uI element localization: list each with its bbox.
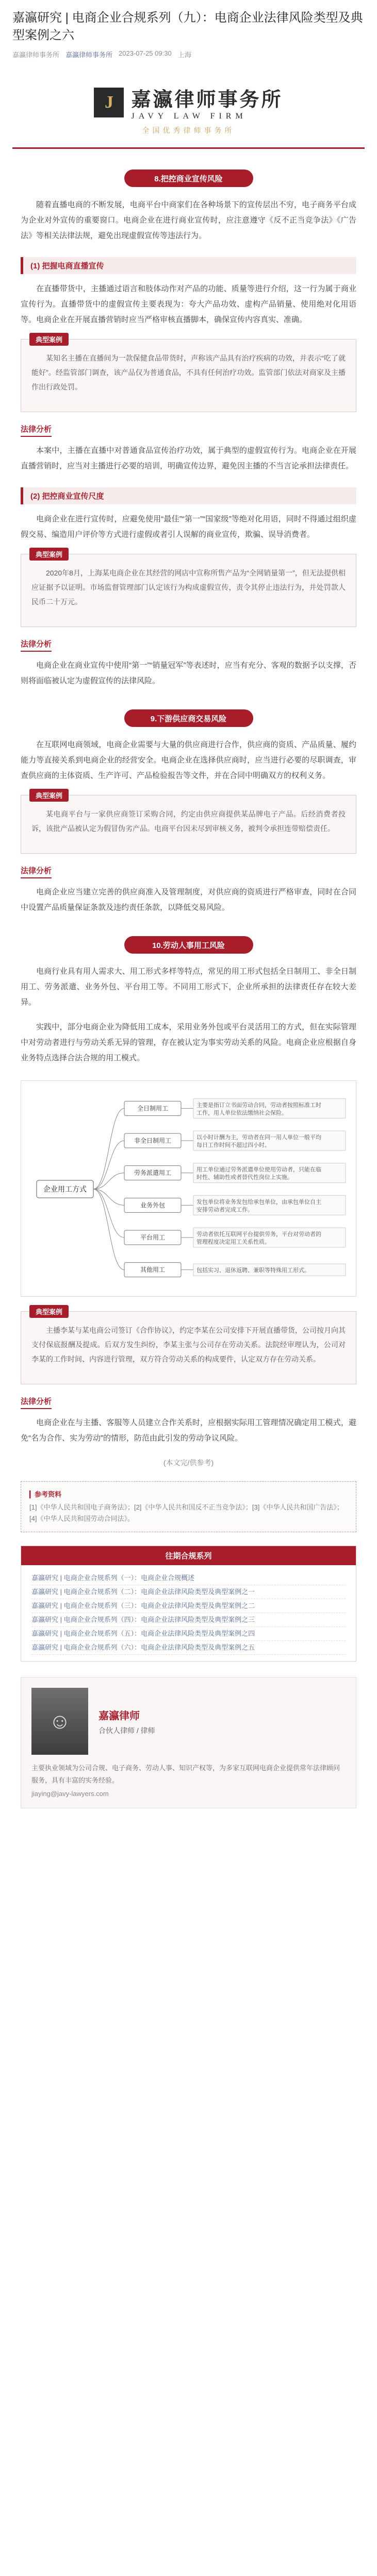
case-text: 某知名主播在直播间为一款保健食品带货时，声称该产品具有治疗疾病的功效，并表示“吃了就能好”。经监管部门调查，该产品仅为普通食品，不具有任何治疗功效。监管部门依法对商家及主播作出行政处罚。 — [31, 354, 346, 391]
case-text: 2020年8月，上海某电商企业在其经营的网店中宣称所售产品为“全网销量第一”，但无法提供相应证据予以证明。市场监督管理部门认定该行为构成虚假宣传，责令其停止违法行为，并处罚款人民币二十万元。 — [31, 569, 346, 606]
comment-text: 电商企业在商业宣传中使用“第一”“销量冠军”等表述时，应当有充分、客观的数据予以支撑，否则将面临被认定为虚假宣传的法律风险。 — [21, 661, 356, 685]
reference-title: ▎参考资料 — [29, 1490, 61, 1498]
mindmap-root-label: 企业用工方式 — [43, 1185, 87, 1194]
mindmap-branch-label: 其他用工 — [140, 1266, 166, 1274]
firm-name-cn: 嘉瀛律师事务所 — [131, 88, 283, 111]
section-heading-10: 10.劳动人事用工风险 — [124, 936, 253, 954]
comment-tag: 法律分析 — [21, 1396, 52, 1409]
series-box — [21, 1546, 356, 1662]
account-link[interactable]: 嘉瀛律师事务所 — [65, 51, 113, 59]
case-tag: 典型案例 — [29, 1305, 69, 1318]
case-tag: 典型案例 — [29, 333, 69, 346]
paragraph: 电商行业具有用人需求大、用工形式多样等特点，常见的用工形式包括全日制用工、非全日制用工、劳务派遣、业务外包、平台用工等。不同用工形式下，企业所承担的法律责任存在较大差异。 — [21, 967, 356, 1007]
mindmap-branch-label: 平台用工 — [140, 1234, 166, 1241]
series-link[interactable]: 嘉瀛研究 | 电商企业合规系列（三）：电商企业法律风险类型及典型案例之二 — [31, 1599, 346, 1613]
comment-block — [21, 865, 356, 916]
series-link[interactable]: 嘉瀛研究 | 电商企业合规系列（五）：电商企业法律风险类型及典型案例之四 — [31, 1627, 346, 1641]
mindmap-connector — [93, 1189, 124, 1270]
subsection-heading: (2) 把控商业宣传尺度 — [21, 487, 356, 504]
reference-text: [1]《中华人民共和国电子商务法》；[2]《中华人民共和国反不正当竞争法》；[3]《中华人民共和国广告法》；[4]《中华人民共和国劳动合同法》。 — [29, 1503, 343, 1522]
mindmap-note-text: 工作，用人单位依法缴纳社会保险。 — [196, 1109, 287, 1116]
case-box — [21, 1308, 356, 1384]
mindmap-note-text: 劳动者依托互联网平台提供劳务，平台对劳动者的 — [196, 1231, 321, 1238]
mindmap-note-text: 管理程度决定用工关系性质。 — [196, 1239, 270, 1245]
series-link[interactable]: 嘉瀛研究 | 电商企业合规系列（六）：电商企业法律风险类型及典型案例之五 — [31, 1641, 346, 1655]
mindmap-note-text: 以小时计酬为主，劳动者在同一用人单位一般平均 — [196, 1134, 321, 1141]
series-list — [21, 1565, 356, 1661]
article-title: 嘉瀛研究 | 电商企业合规系列（九）：电商企业法律风险类型及典型案例之六 — [12, 11, 363, 42]
mindmap-branch-label: 非全日制用工 — [134, 1137, 172, 1144]
reference-block — [21, 1481, 356, 1532]
case-tag: 典型案例 — [29, 548, 69, 561]
publish-date: 2023-07-25 09:30 — [119, 49, 172, 57]
brand-names — [131, 83, 283, 121]
comment-text: 本案中，主播在直播中对普通食品宣传治疗功效，属于典型的虚假宣传行为。电商企业在开展直播营销时，应当对主播进行必要的培训，明确宣传边界，避免因主播的不当言论承担法律责任。 — [21, 446, 356, 470]
author-role: 合伙人律师 / 律师 — [99, 1726, 155, 1735]
paragraph: 随着直播电商的不断发展，电商平台中商家们在各种场景下的宣传层出不穷，电子商务平台成为企业对外宣传的重要窗口。电商企业在进行商业宣传时，应注意遵守《反不正当竞争法》《广告法》等相关法律法规，避免出现虚假宣传等违法行为。 — [21, 200, 356, 240]
employment-mindmap — [21, 1080, 356, 1297]
mindmap-svg — [21, 1081, 357, 1297]
brand-row — [94, 83, 283, 121]
paragraph: 在直播带货中，主播通过语言和肢体动作对产品的功能、质量等进行介绍，这一行为属于商业宣传行为。直播带货中的虚假宣传主要表现为：夸大产品功效、虚构产品销量、使用绝对化用语等。电商企业在开展直播营销时应当严格审核直播脚本，确保宣传内容真实、准确。 — [21, 284, 356, 324]
paragraph: 实践中，部分电商企业为降低用工成本，采用业务外包或平台灵活用工的方式，但在实际管理中对劳动者进行与劳动关系无异的管理，存在被认定为事实劳动关系的风险。电商企业应根据自身业务特点选择合法合规的用工模式。 — [21, 1023, 356, 1062]
comment-text: 电商企业应当建立完善的供应商准入及管理制度，对供应商的资质进行严格审查，同时在合同中设置产品质量保证条款及违约责任条款，以降低交易风险。 — [21, 888, 356, 912]
case-box — [21, 551, 356, 627]
series-link[interactable]: 嘉瀛研究 | 电商企业合规系列（二）：电商企业法律风险类型及典型案例之一 — [31, 1585, 346, 1599]
section-heading-9: 9.下游供应商交易风险 — [124, 709, 253, 727]
firm-logo-icon: J — [94, 88, 124, 117]
subsection-heading: (1) 把握电商直播宣传 — [21, 257, 356, 274]
comment-block — [21, 1396, 356, 1446]
author-name: 嘉瀛律师 — [99, 1710, 140, 1722]
series-title: 往期合规系列 — [21, 1546, 356, 1565]
case-box — [21, 792, 356, 854]
mindmap-branch-label: 全日制用工 — [137, 1105, 169, 1112]
author-avatar: ☺ — [31, 1688, 88, 1755]
mindmap-note-text: 发包单位将业务发包给承包单位，由承包单位自主 — [196, 1198, 321, 1206]
firm-name-en: JAVY LAW FIRM — [131, 112, 247, 121]
author-card — [21, 1677, 356, 1808]
series-link[interactable]: 嘉瀛研究 | 电商企业合规系列（四）：电商企业法律风险类型及典型案例之三 — [31, 1613, 346, 1627]
author-label: 嘉瀛律师事务所 — [12, 51, 60, 59]
comment-text: 电商企业在与主播、客服等人员建立合作关系时，应根据实际用工管理情况确定用工模式，避免“名为合作、实为劳动”的情形，防范由此引发的劳动争议风险。 — [21, 1418, 356, 1443]
brand-slogan: 全国优秀律师事务所 — [142, 126, 235, 134]
author-email[interactable]: jiaying@javy-lawyers.com — [31, 1790, 109, 1798]
mindmap-branch-label: 业务外包 — [140, 1201, 166, 1209]
article-body — [0, 170, 377, 1808]
author-info — [99, 1707, 155, 1736]
mindmap-connector — [93, 1189, 124, 1205]
paragraph: 在互联网电商领域，电商企业需要与大量的供应商进行合作，供应商的资质、产品质量、履约能力等直接关系到电商企业的经营安全。电商企业在选择供应商时，应当进行必要的尽职调查，审查供应商的主体资质、生产许可、产品检验报告等文件，并在合同中明确双方的权利义务。 — [21, 740, 356, 780]
mindmap-note-text: 用工单位通过劳务派遣单位使用劳动者，只能在临 — [196, 1166, 321, 1173]
paragraph: 电商企业在进行宣传时，应避免使用“最佳”“第一”“国家级”等绝对化用语，同时不得通过组织虚假交易、编造用户评价等方式进行虚假或者引人误解的商业宣传，欺骗、误导消费者。 — [21, 515, 356, 539]
mindmap-branch-label: 劳务派遣用工 — [134, 1169, 172, 1177]
mindmap-note-text: 安排劳动者完成工作。 — [196, 1206, 253, 1213]
case-tag: 典型案例 — [29, 789, 69, 802]
publish-location: 上海 — [177, 51, 191, 59]
article-header — [0, 0, 377, 64]
comment-block — [21, 423, 356, 474]
comment-tag: 法律分析 — [21, 423, 52, 437]
mindmap-note-text: 包括实习、退休返聘、兼职等特殊用工形式。 — [196, 1267, 310, 1274]
case-box — [21, 336, 356, 412]
comment-tag: 法律分析 — [21, 638, 52, 652]
author-description: 主要执业领域为公司合规、电子商务、劳动人事、知识产权等，为多家互联网电商企业提供常年法律顾问服务，具有丰富的实务经验。 — [31, 1764, 340, 1784]
article-meta — [12, 49, 365, 59]
mindmap-connector — [93, 1173, 124, 1189]
author-top — [31, 1688, 346, 1755]
mindmap-note-text: 时性、辅助性或者替代性岗位上实施。 — [196, 1174, 293, 1181]
series-link[interactable]: 嘉瀛研究 | 电商企业合规系列（一）：电商企业合规概述 — [31, 1571, 346, 1585]
mindmap-connector — [93, 1108, 124, 1189]
comment-block — [21, 638, 356, 689]
comment-tag: 法律分析 — [21, 865, 52, 878]
mindmap-note-text: 每日工作时间不超过四小时。 — [196, 1142, 270, 1148]
mindmap-note-text: 主要是指订立书面劳动合同，劳动者按照标准工时 — [196, 1101, 321, 1109]
section-heading-8: 8.把控商业宣传风险 — [124, 170, 253, 187]
case-text: 主播李某与某电商公司签订《合作协议》，约定李某在公司安排下开展直播带货，公司按月向其支付保底报酬及提成。后双方发生纠纷，李某主张与公司存在劳动关系。法院经审理认为，公司对李某的工作时间、内容进行管理，双方符合劳动关系的构成要件，认定双方存在劳动关系。 — [31, 1326, 346, 1363]
case-text: 某电商平台与一家供应商签订采购合同，约定由供应商提供某品牌电子产品。后经消费者投诉，该批产品被认定为假冒伪劣产品。电商平台因未尽到审核义务，被判令承担连带赔偿责任。 — [31, 810, 346, 833]
brand-banner — [12, 72, 365, 149]
signoff: (本文完/供参考) — [163, 1459, 214, 1467]
